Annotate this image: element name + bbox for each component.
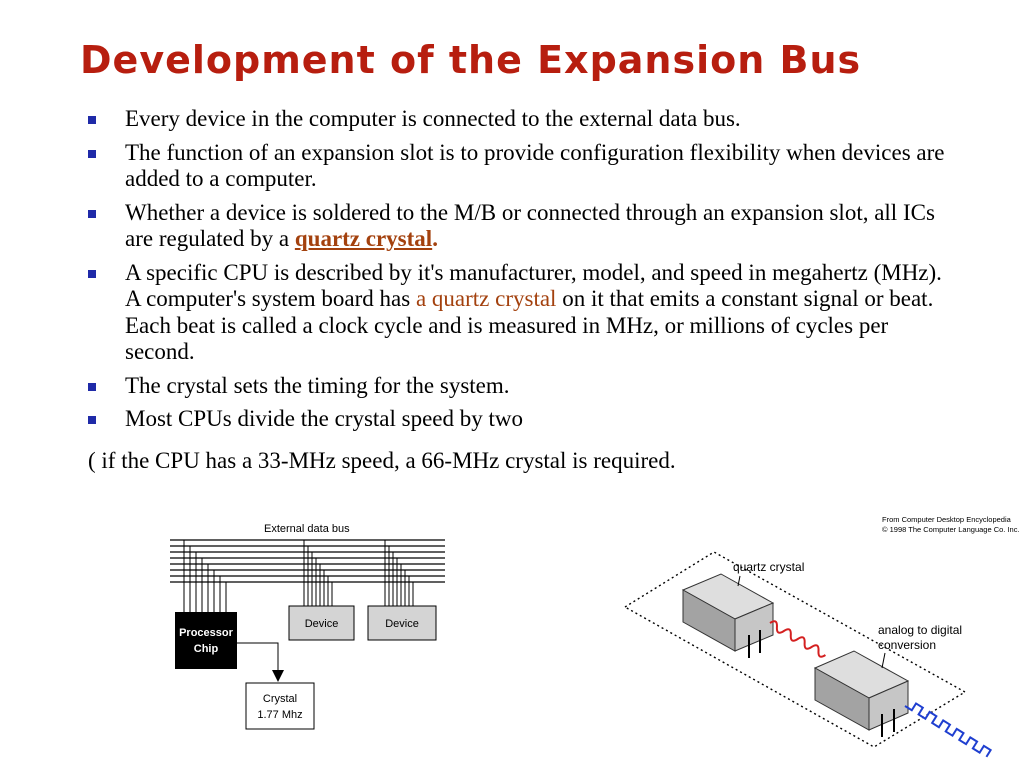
conversion-label-line1: analog to digital xyxy=(878,623,963,637)
analog-signal-wave xyxy=(768,620,827,659)
processor-label-line2: Chip xyxy=(193,643,219,655)
bullet-text: Every device in the computer is connected to the external data bus. xyxy=(125,106,741,131)
bullet-text: The crystal sets the timing for the system. xyxy=(125,372,510,398)
device-2-connections xyxy=(385,540,413,606)
square-bullet-icon xyxy=(88,210,96,218)
clock-connector-line xyxy=(237,643,278,672)
digital-signal-wave xyxy=(905,699,991,757)
quartz-crystal-block xyxy=(683,574,773,658)
bullet-text-end: on it that emits a constant signal or beat. Each beat is called a clock cycle and is measured in MHz, or millions of cycles per second. xyxy=(125,286,934,364)
square-bullet-icon xyxy=(88,383,96,391)
crystal-label-line2: 1.77 Mhz xyxy=(257,709,303,721)
bullet-item xyxy=(88,200,948,253)
processor-label-line1: Processor xyxy=(179,627,233,639)
bullet-text: Whether a device is soldered to the M/B or connected through an expansion slot, all ICs are regulated by a xyxy=(125,199,935,251)
example-note: ( if the CPU has a 33-MHz speed, a 66-MHz crystal is required. xyxy=(88,448,676,473)
external-data-bus-diagram xyxy=(160,515,460,740)
square-bullet-icon xyxy=(88,270,96,278)
device-1-label: Device xyxy=(304,618,339,630)
crystal-box xyxy=(246,683,314,729)
arrow-down-icon xyxy=(272,670,284,682)
square-bullet-icon xyxy=(88,116,96,124)
conversion-label-line2: conversion xyxy=(878,638,937,652)
device-1-connections xyxy=(304,540,332,606)
image-credit xyxy=(882,515,1020,535)
bullet-item xyxy=(88,260,948,366)
quartz-crystal-highlight: a quartz crystal xyxy=(415,286,557,311)
square-bullet-icon xyxy=(88,416,96,424)
bullet-text-end: . xyxy=(432,226,438,251)
processor-chip-box xyxy=(175,612,237,669)
bullet-list xyxy=(88,106,948,440)
quartz-crystal-label: quartz crystal xyxy=(733,560,805,574)
analog-to-digital-converter-block xyxy=(815,651,908,737)
bullet-text: A specific CPU is described by it's manufacturer, model, and speed in megahertz (MHz). A computer's system board has xyxy=(125,259,942,311)
quartz-crystal-diagram xyxy=(620,540,1024,768)
bullet-item xyxy=(88,373,948,400)
slide-title: Development of the Expansion Bus xyxy=(80,38,862,82)
crystal-label-line1: Crystal xyxy=(262,693,298,705)
bullet-text: Most CPUs divide the crystal speed by two xyxy=(125,406,523,431)
label-pointer xyxy=(882,653,885,668)
bullet-item xyxy=(88,140,948,193)
bus-label: External data bus xyxy=(264,523,350,535)
square-bullet-icon xyxy=(88,150,96,158)
bullet-text: The function of an expansion slot is to provide configuration flexibility when devices are added to a computer. xyxy=(125,139,945,191)
credit-line-2: © 1998 The Computer Language Co. Inc. xyxy=(882,525,1020,534)
credit-line-1: From Computer Desktop Encyclopedia xyxy=(882,515,1011,524)
bullet-item xyxy=(88,106,948,133)
device-2-label: Device xyxy=(385,618,419,630)
quartz-crystal-link[interactable]: quartz crystal xyxy=(294,226,433,251)
bullet-item xyxy=(88,406,948,433)
